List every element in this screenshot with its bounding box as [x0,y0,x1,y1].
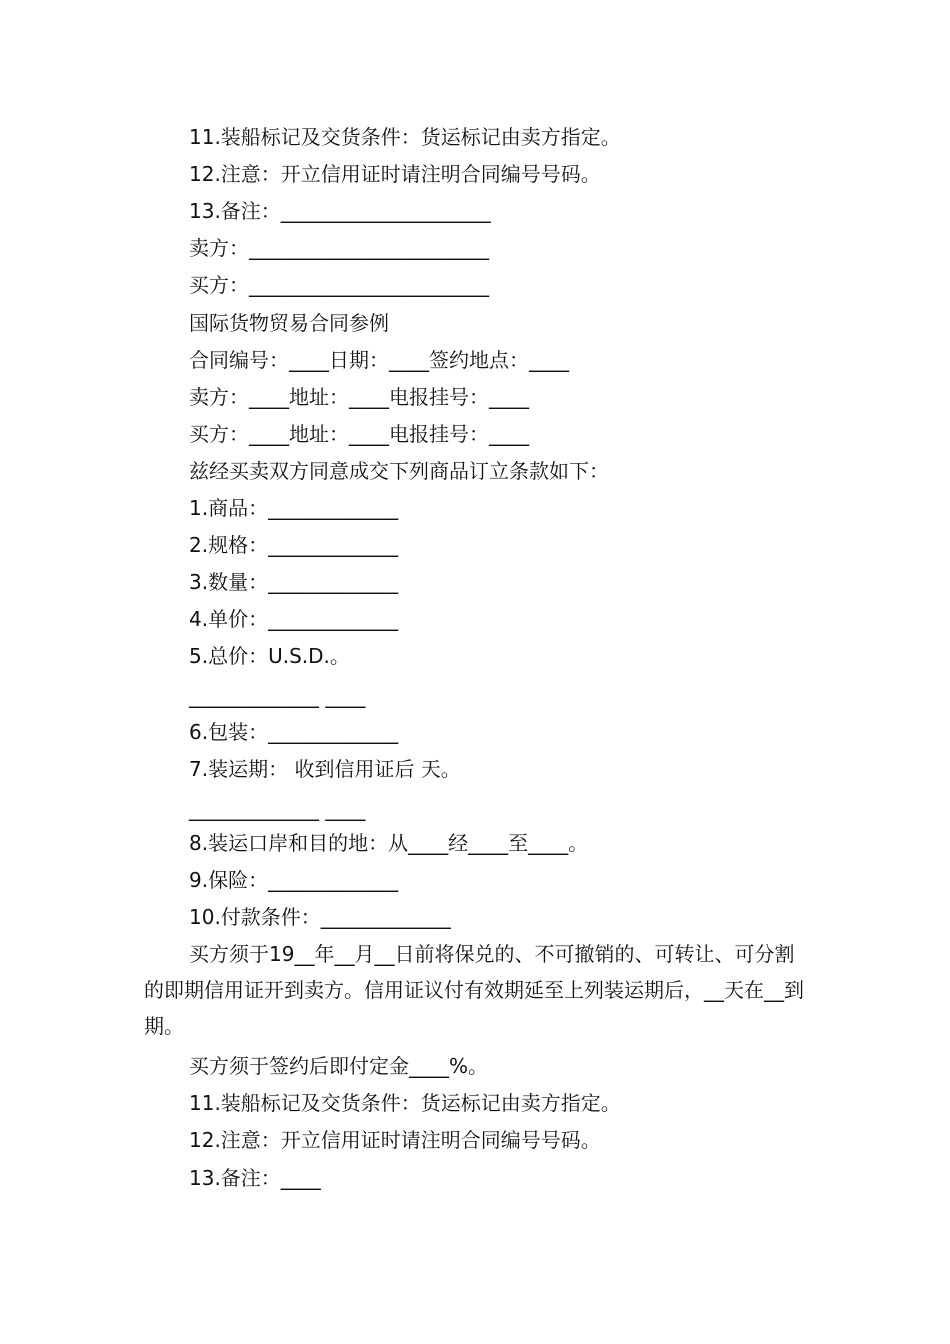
clause-12-note-repeat: 12.注意：开立信用证时请注明合同编号号码。 [189,1128,601,1152]
item-shipment-period: 7.装运期： 收到信用证后 天。 [189,757,461,781]
clause-12-note: 12.注意：开立信用证时请注明合同编号号码。 [189,162,601,186]
intro-line: 兹经买卖双方同意成交下列商品订立条款如下： [189,459,609,483]
clause-11-marking: 11.装船标记及交货条件：货运标记由卖方指定。 [189,125,621,149]
buyer-signature-line: 买方：________________________ [189,273,489,297]
item-quantity: 3.数量：_____________ [189,570,399,594]
deposit-line: 买方须于签约后即付定金____%。 [189,1054,489,1078]
item-insurance: 9.保险：_____________ [189,868,399,892]
item-total-price: 5.总价：U.S.D.。 [189,644,350,668]
item-packing: 6.包装：_____________ [189,720,399,744]
buyer-info-line: 买方：____地址：____电报挂号：____ [189,422,529,446]
seller-signature-line: 卖方：________________________ [189,236,489,260]
total-price-blank: _____________ ____ [189,684,366,708]
payment-paragraph: 买方须于19__年__月__日前将保兑的、不可撤销的、可转让、可分割的即期信用证开到卖方。信用证议付有效期延至上列装运期后，__天在__到期。 [144,942,804,1038]
clause-11-marking-repeat: 11.装船标记及交货条件：货运标记由卖方指定。 [189,1091,621,1115]
item-specification: 2.规格：_____________ [189,533,399,557]
contract-number-line: 合同编号：____日期：____签约地点：____ [189,348,569,372]
clause-13-remarks-repeat: 13.备注：____ [189,1166,321,1190]
clause-13-remarks: 13.备注：_____________________ [189,199,491,223]
seller-info-line: 卖方：____地址：____电报挂号：____ [189,385,529,409]
item-payment-terms: 10.付款条件：_____________ [189,905,451,929]
item-commodity: 1.商品：_____________ [189,496,399,520]
contract-title: 国际货物贸易合同参例 [189,311,389,335]
item-unit-price: 4.单价：_____________ [189,607,399,631]
item-ports: 8.装运口岸和目的地：从____经____至____。 [189,831,589,855]
shipment-blank: _____________ ____ [189,797,366,821]
